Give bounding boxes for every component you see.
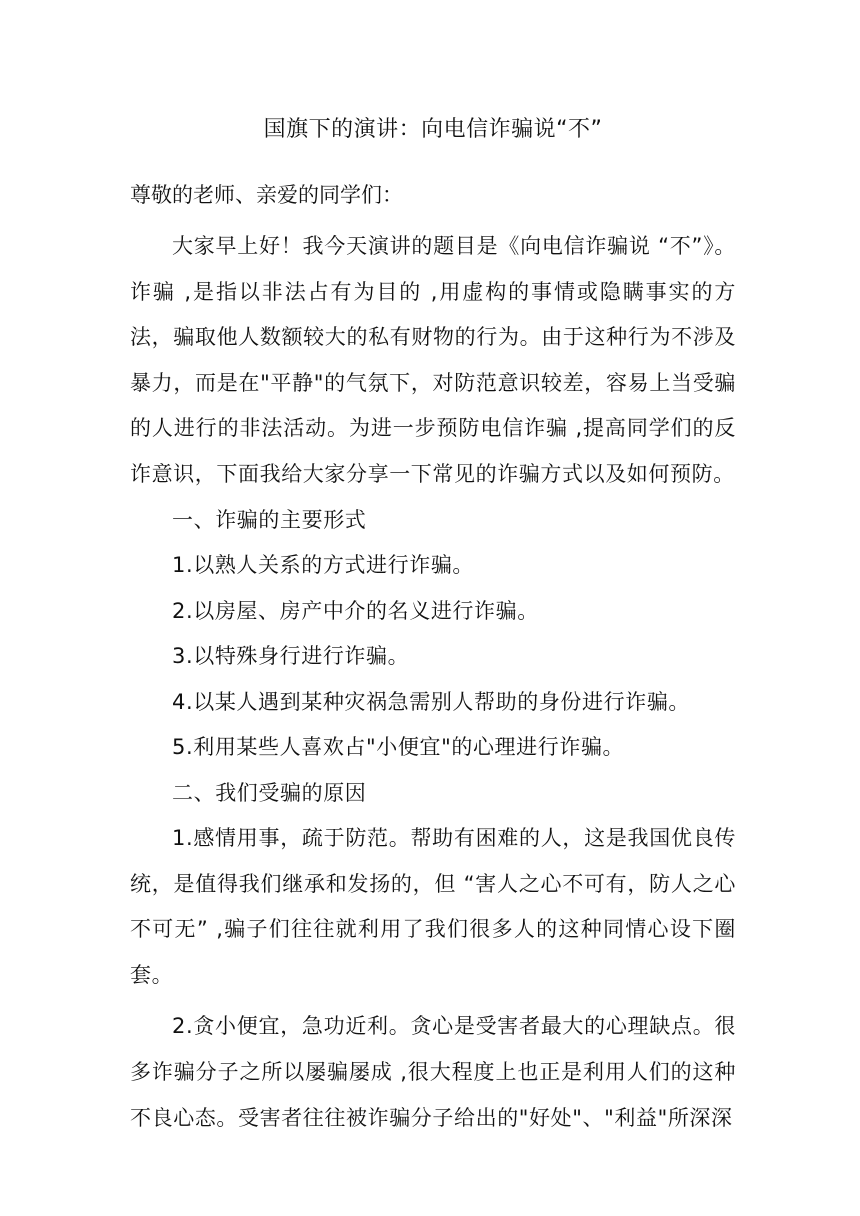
list-item-fraud-form-2: 2.以房屋、房产中介的名义进行诈骗。 <box>172 598 539 623</box>
greeting: 尊敬的老师、亲爱的同学们： <box>130 183 403 207</box>
paragraph-intro: 大家早上好！我今天演讲的题目是《向电信诈骗说 “不”》。诈骗 ,是指以非法占有为目的 ,用虚构的事情或隐瞒事实的方法，骗取他人数额较大的私有财物的行为。由于这种行为不涉及暴力，而是在"平静"的气氛下，对防范意识较差，容易上当受骗的人进行的非法活动。为进一步预防电信诈骗 ,提高同学们的反诈意识，下面我给大家分享一下常见的诈骗方式以及如何预防。 <box>130 234 736 486</box>
section-heading-reasons: 二、我们受骗的原因 <box>172 780 367 805</box>
document-title: 国旗下的演讲：向电信诈骗说“不” <box>263 117 603 142</box>
list-item-fraud-form-3: 3.以特殊身行进行诈骗。 <box>172 644 410 669</box>
list-item-fraud-form-4: 4.以某人遇到某种灾祸急需别人帮助的身份进行诈骗。 <box>172 689 691 714</box>
paragraph-reason-1: 1.感情用事，疏于防范。帮助有困难的人，这是我国优良传统，是值得我们继承和发扬的，但 “害人之心不可有，防人之心不可无” ,骗子们往往就利用了我们很多人的这种同情心设下圈套。 <box>130 826 736 987</box>
paragraph-reason-2: 2.贪小便宜，急功近利。贪心是受害者最大的心理缺点。很多诈骗分子之所以屡骗屡成 ,很大程度上也正是利用人们的这种不良心态。受害者往往被诈骗分子给出的"好处"、"利益"所深深 <box>130 1014 736 1130</box>
list-item-fraud-form-5: 5.利用某些人喜欢占"小便宜"的心理进行诈骗。 <box>172 735 625 760</box>
section-heading-fraud-forms: 一、诈骗的主要形式 <box>172 507 367 532</box>
list-item-fraud-form-1: 1.以熟人关系的方式进行诈骗。 <box>172 553 475 578</box>
